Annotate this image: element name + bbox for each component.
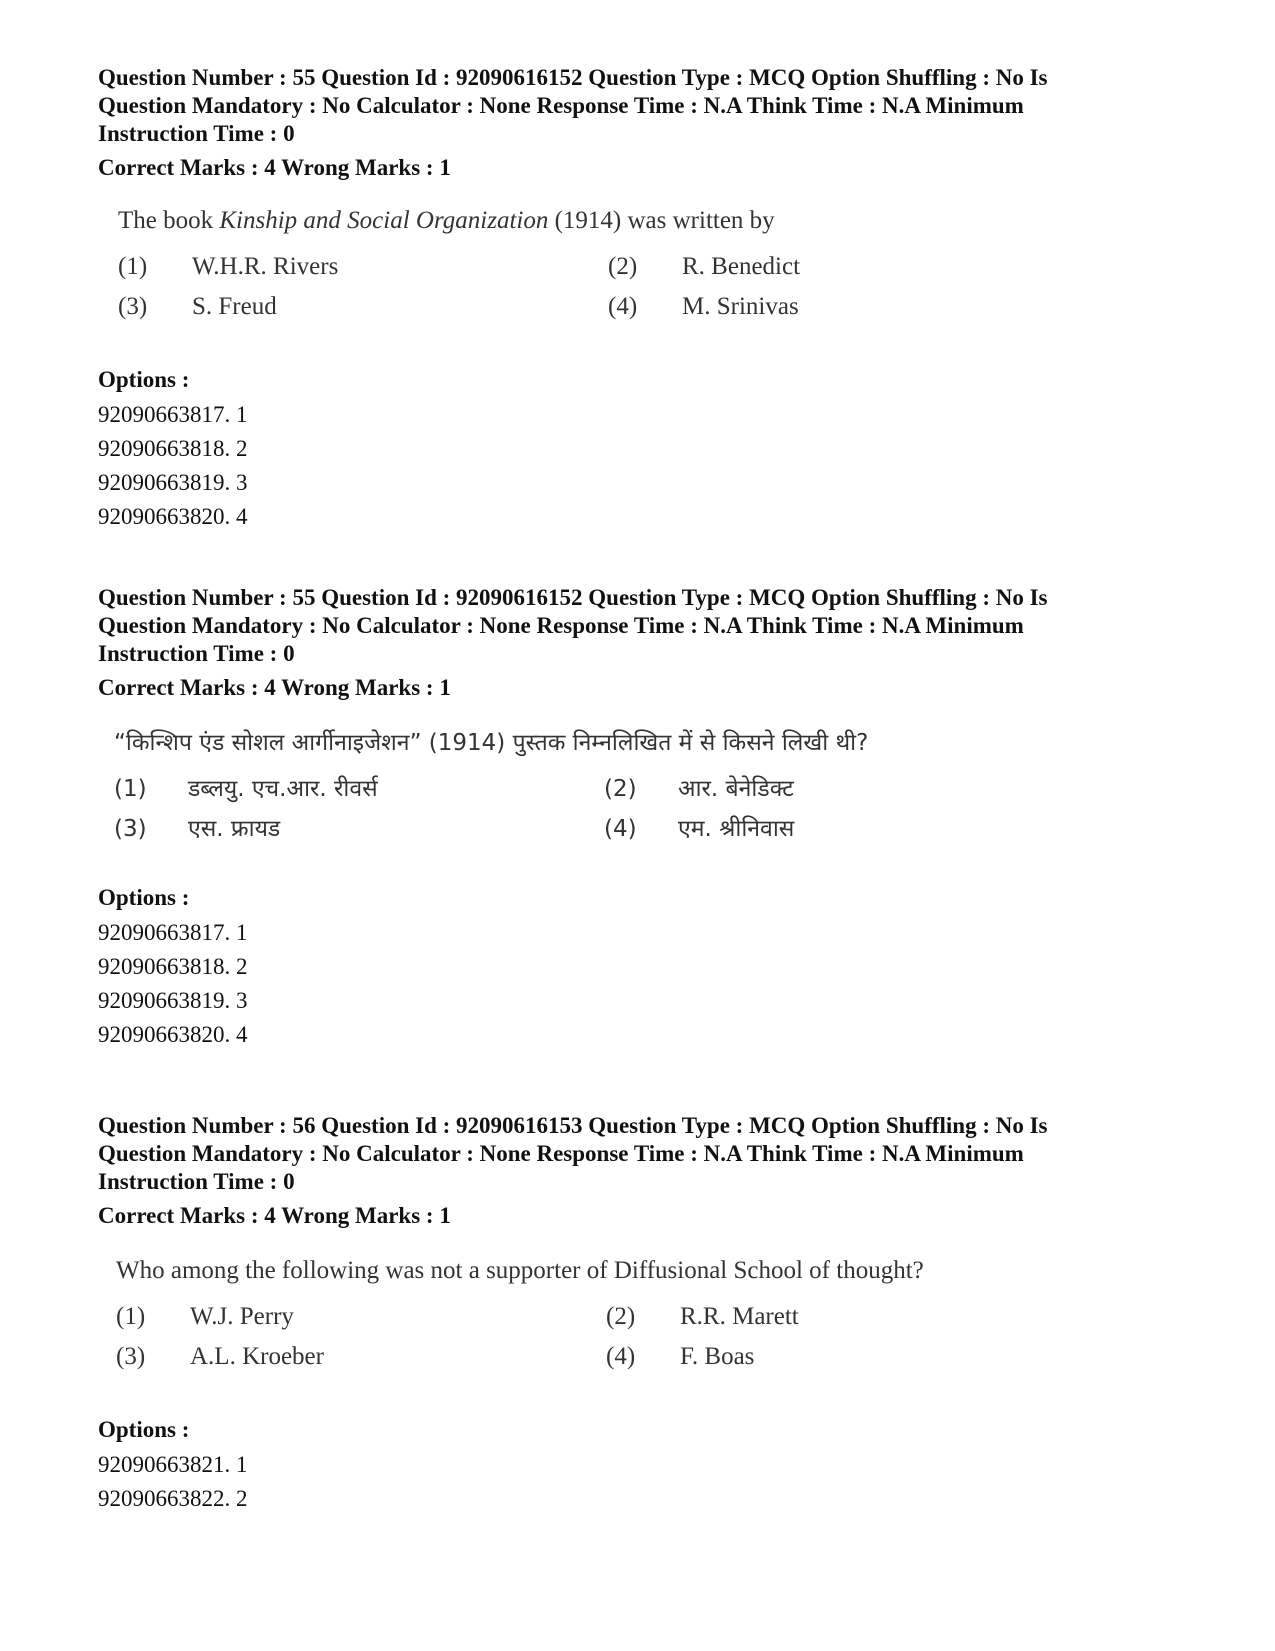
answer-choice (604, 774, 1084, 804)
answer-text: R.R. Marett (680, 1303, 799, 1330)
answer-choice (118, 292, 608, 322)
answer-choices (118, 252, 1118, 322)
answer-choices (116, 1302, 1116, 1372)
answer-number: (4) (606, 1343, 636, 1370)
question-meta (98, 64, 1198, 148)
question-text: Who among the following was not a supporter of Diffusional School of thought? (116, 1257, 924, 1284)
answer-number: (4) (608, 293, 638, 320)
answer-number: (3) (114, 816, 147, 842)
meta-line-3: Instruction Time : 0 (98, 1169, 295, 1194)
answer-text: R. Benedict (682, 253, 801, 280)
option-item: 92090663817. 1 (98, 920, 248, 945)
marks-line: Correct Marks : 4 Wrong Marks : 1 (98, 155, 451, 180)
marks-line: Correct Marks : 4 Wrong Marks : 1 (98, 1203, 451, 1228)
answer-number: (1) (114, 776, 147, 802)
question-block-55-hindi (98, 584, 1198, 1052)
answer-choices (114, 774, 1114, 844)
answer-number: (2) (608, 253, 638, 280)
answer-text: A.L. Kroeber (190, 1343, 324, 1370)
options-section (98, 884, 1198, 1052)
answer-number: (4) (604, 816, 637, 842)
meta-line-2: Question Mandatory : No Calculator : None Response Time : N.A Think Time : N.A Minimum (98, 93, 1024, 118)
answer-text: एस. फ्रायड (188, 816, 281, 842)
question-text (118, 206, 1118, 236)
answer-choice (606, 1342, 1086, 1372)
meta-line-3: Instruction Time : 0 (98, 641, 295, 666)
answer-choice (114, 814, 604, 844)
answer-text: F. Boas (680, 1343, 755, 1370)
option-item: 92090663821. 1 (98, 1452, 248, 1477)
answer-choice (116, 1342, 606, 1372)
answer-choice (604, 814, 1084, 844)
answer-number: (2) (604, 776, 637, 802)
option-item: 92090663819. 3 (98, 988, 248, 1013)
answer-choice (608, 292, 1088, 322)
book-title: Kinship and Social Organization (219, 207, 549, 234)
question-text-prefix: The book (118, 207, 220, 234)
option-item: 92090663822. 2 (98, 1486, 248, 1511)
option-item: 92090663818. 2 (98, 436, 248, 461)
answer-number: (3) (116, 1343, 146, 1370)
question-content (116, 1256, 1116, 1372)
question-content (118, 206, 1118, 322)
answer-text: W.H.R. Rivers (192, 253, 339, 280)
options-section (98, 1416, 1198, 1516)
meta-line-1: Question Number : 56 Question Id : 92090616153 Question Type : MCQ Option Shuffling : No Is (98, 1113, 1048, 1138)
answer-choice (118, 252, 608, 282)
meta-line-2: Question Mandatory : No Calculator : None Response Time : N.A Think Time : N.A Minimum (98, 1141, 1024, 1166)
question-text: “किन्शिप एंड सोशल आर्गीनाइजेशन” (1914) पुस्तक निम्नलिखित में से किसने लिखी थी? (114, 730, 869, 756)
question-block-55-english (98, 64, 1198, 534)
answer-choice (608, 252, 1088, 282)
question-text-suffix: (1914) was written by (548, 207, 775, 234)
meta-line-1: Question Number : 55 Question Id : 92090616152 Question Type : MCQ Option Shuffling : No Is (98, 65, 1048, 90)
question-block-56-english (98, 1112, 1198, 1516)
question-meta (98, 584, 1198, 668)
answer-choice (114, 774, 604, 804)
answer-text: आर. बेनेडिक्ट (678, 776, 794, 802)
answer-number: (1) (118, 253, 148, 280)
options-list (98, 1448, 1198, 1516)
option-item: 92090663820. 4 (98, 504, 248, 529)
answer-text: M. Srinivas (682, 293, 799, 320)
meta-line-3: Instruction Time : 0 (98, 121, 295, 146)
options-section (98, 366, 1198, 534)
options-list (98, 916, 1198, 1052)
question-content (114, 728, 1114, 844)
meta-line-2: Question Mandatory : No Calculator : None Response Time : N.A Think Time : N.A Minimum (98, 613, 1024, 638)
option-item: 92090663817. 1 (98, 402, 248, 427)
options-list (98, 398, 1198, 534)
answer-text: W.J. Perry (190, 1303, 294, 1330)
option-item: 92090663820. 4 (98, 1022, 248, 1047)
options-title: Options : (98, 1417, 190, 1442)
meta-line-1: Question Number : 55 Question Id : 92090616152 Question Type : MCQ Option Shuffling : No Is (98, 585, 1048, 610)
answer-number: (3) (118, 293, 148, 320)
answer-text: डब्लयु. एच.आर. रीवर्स (188, 776, 378, 802)
option-item: 92090663819. 3 (98, 470, 248, 495)
marks-line: Correct Marks : 4 Wrong Marks : 1 (98, 675, 451, 700)
option-item: 92090663818. 2 (98, 954, 248, 979)
answer-choice (116, 1302, 606, 1332)
answer-number: (2) (606, 1303, 636, 1330)
options-title: Options : (98, 885, 190, 910)
answer-text: एम. श्रीनिवास (678, 816, 795, 842)
question-meta (98, 1112, 1198, 1196)
answer-choice (606, 1302, 1086, 1332)
options-title: Options : (98, 367, 190, 392)
answer-number: (1) (116, 1303, 146, 1330)
answer-text: S. Freud (192, 293, 277, 320)
